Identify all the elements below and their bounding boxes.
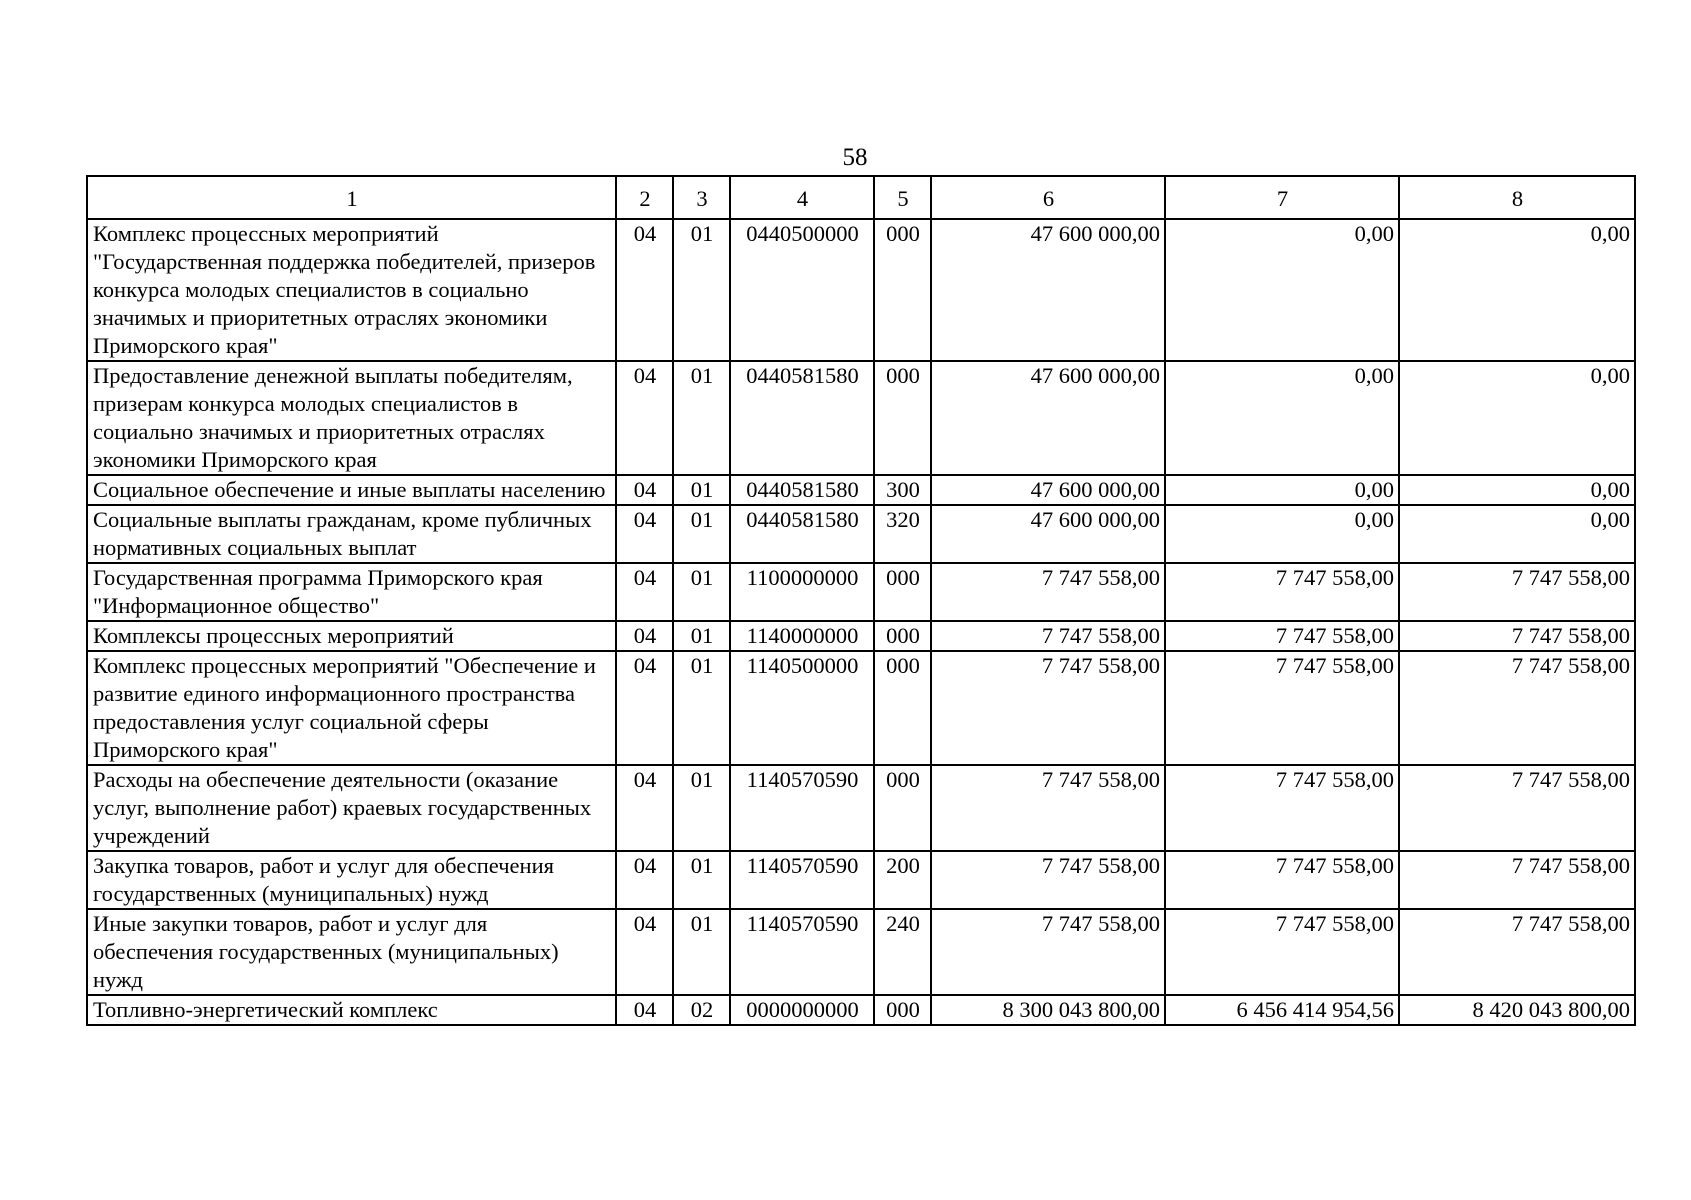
expense-type-code: 300 [874, 475, 931, 505]
amount-col6: 47 600 000,00 [931, 505, 1165, 563]
target-article-code: 0000000000 [730, 995, 874, 1025]
subsection-code: 01 [673, 475, 730, 505]
row-name: Расходы на обеспечение деятельности (оказание услуг, выполнение работ) краевых государственных учреждений [87, 765, 616, 851]
subsection-code: 01 [673, 563, 730, 621]
table-row [87, 475, 1635, 505]
amount-col7: 0,00 [1165, 475, 1399, 505]
amount-col8: 0,00 [1399, 361, 1635, 475]
section-code: 04 [616, 995, 673, 1025]
amount-col8: 7 747 558,00 [1399, 851, 1635, 909]
table-row [87, 361, 1635, 475]
row-name: Закупка товаров, работ и услуг для обеспечения государственных (муниципальных) нужд [87, 851, 616, 909]
table-row [87, 995, 1635, 1025]
amount-col6: 7 747 558,00 [931, 651, 1165, 765]
expense-type-code: 000 [874, 219, 931, 361]
section-code: 04 [616, 505, 673, 563]
amount-col8: 0,00 [1399, 505, 1635, 563]
section-code: 04 [616, 563, 673, 621]
page-number: 58 [842, 144, 868, 171]
table-row [87, 621, 1635, 651]
amount-col6: 7 747 558,00 [931, 765, 1165, 851]
column-header: 7 [1165, 176, 1399, 219]
amount-col7: 0,00 [1165, 361, 1399, 475]
column-header: 8 [1399, 176, 1635, 219]
amount-col7: 7 747 558,00 [1165, 621, 1399, 651]
amount-col6: 7 747 558,00 [931, 563, 1165, 621]
expense-type-code: 000 [874, 765, 931, 851]
amount-col6: 7 747 558,00 [931, 909, 1165, 995]
target-article-code: 1140570590 [730, 909, 874, 995]
expense-type-code: 000 [874, 995, 931, 1025]
expense-type-code: 000 [874, 563, 931, 621]
column-header: 4 [730, 176, 874, 219]
subsection-code: 01 [673, 621, 730, 651]
column-header: 2 [616, 176, 673, 219]
amount-col6: 7 747 558,00 [931, 621, 1165, 651]
target-article-code: 0440581580 [730, 505, 874, 563]
table-row [87, 563, 1635, 621]
row-name: Комплексы процессных мероприятий [87, 621, 616, 651]
subsection-code: 01 [673, 651, 730, 765]
subsection-code: 01 [673, 765, 730, 851]
section-code: 04 [616, 651, 673, 765]
row-name: Социальные выплаты гражданам, кроме публичных нормативных социальных выплат [87, 505, 616, 563]
column-header: 1 [87, 176, 616, 219]
target-article-code: 0440581580 [730, 475, 874, 505]
budget-table [86, 175, 1636, 1026]
amount-col7: 7 747 558,00 [1165, 651, 1399, 765]
section-code: 04 [616, 361, 673, 475]
target-article-code: 1140570590 [730, 851, 874, 909]
subsection-code: 01 [673, 505, 730, 563]
amount-col8: 0,00 [1399, 219, 1635, 361]
row-name: Комплекс процессных мероприятий "Государственная поддержка победителей, призеров конкурса молодых специалистов в социально значимых и приоритетных отраслях экономики Приморского края" [87, 219, 616, 361]
target-article-code: 1140000000 [730, 621, 874, 651]
row-name: Иные закупки товаров, работ и услуг для обеспечения государственных (муниципальных) нужд [87, 909, 616, 995]
table-row [87, 909, 1635, 995]
column-header: 3 [673, 176, 730, 219]
amount-col7: 6 456 414 954,56 [1165, 995, 1399, 1025]
subsection-code: 01 [673, 361, 730, 475]
target-article-code: 0440581580 [730, 361, 874, 475]
amount-col8: 7 747 558,00 [1399, 651, 1635, 765]
row-name: Социальное обеспечение и иные выплаты населению [87, 475, 616, 505]
expense-type-code: 240 [874, 909, 931, 995]
table-row [87, 851, 1635, 909]
amount-col7: 0,00 [1165, 219, 1399, 361]
table-row [87, 505, 1635, 563]
amount-col7: 7 747 558,00 [1165, 563, 1399, 621]
target-article-code: 0440500000 [730, 219, 874, 361]
table-row [87, 219, 1635, 361]
row-name: Предоставление денежной выплаты победителям, призерам конкурса молодых специалистов в социально значимых и приоритетных отраслях экономики Приморского края [87, 361, 616, 475]
header-row [87, 176, 1635, 219]
row-name: Комплекс процессных мероприятий "Обеспечение и развитие единого информационного пространства предоставления услуг социальной сферы Приморского края" [87, 651, 616, 765]
expense-type-code: 200 [874, 851, 931, 909]
amount-col6: 47 600 000,00 [931, 475, 1165, 505]
subsection-code: 01 [673, 909, 730, 995]
column-header: 6 [931, 176, 1165, 219]
subsection-code: 01 [673, 851, 730, 909]
section-code: 04 [616, 621, 673, 651]
section-code: 04 [616, 765, 673, 851]
amount-col6: 8 300 043 800,00 [931, 995, 1165, 1025]
amount-col6: 47 600 000,00 [931, 361, 1165, 475]
row-name: Государственная программа Приморского края "Информационное общество" [87, 563, 616, 621]
table-row [87, 651, 1635, 765]
amount-col8: 7 747 558,00 [1399, 765, 1635, 851]
section-code: 04 [616, 475, 673, 505]
subsection-code: 02 [673, 995, 730, 1025]
amount-col8: 0,00 [1399, 475, 1635, 505]
expense-type-code: 000 [874, 651, 931, 765]
amount-col8: 7 747 558,00 [1399, 563, 1635, 621]
section-code: 04 [616, 219, 673, 361]
amount-col8: 7 747 558,00 [1399, 621, 1635, 651]
expense-type-code: 000 [874, 621, 931, 651]
amount-col7: 7 747 558,00 [1165, 765, 1399, 851]
subsection-code: 01 [673, 219, 730, 361]
row-name: Топливно-энергетический комплекс [87, 995, 616, 1025]
amount-col8: 7 747 558,00 [1399, 909, 1635, 995]
amount-col6: 47 600 000,00 [931, 219, 1165, 361]
target-article-code: 1140500000 [730, 651, 874, 765]
amount-col6: 7 747 558,00 [931, 851, 1165, 909]
expense-type-code: 320 [874, 505, 931, 563]
section-code: 04 [616, 909, 673, 995]
target-article-code: 1100000000 [730, 563, 874, 621]
amount-col8: 8 420 043 800,00 [1399, 995, 1635, 1025]
amount-col7: 7 747 558,00 [1165, 909, 1399, 995]
target-article-code: 1140570590 [730, 765, 874, 851]
column-header: 5 [874, 176, 931, 219]
section-code: 04 [616, 851, 673, 909]
expense-type-code: 000 [874, 361, 931, 475]
table-row [87, 765, 1635, 851]
amount-col7: 0,00 [1165, 505, 1399, 563]
amount-col7: 7 747 558,00 [1165, 851, 1399, 909]
